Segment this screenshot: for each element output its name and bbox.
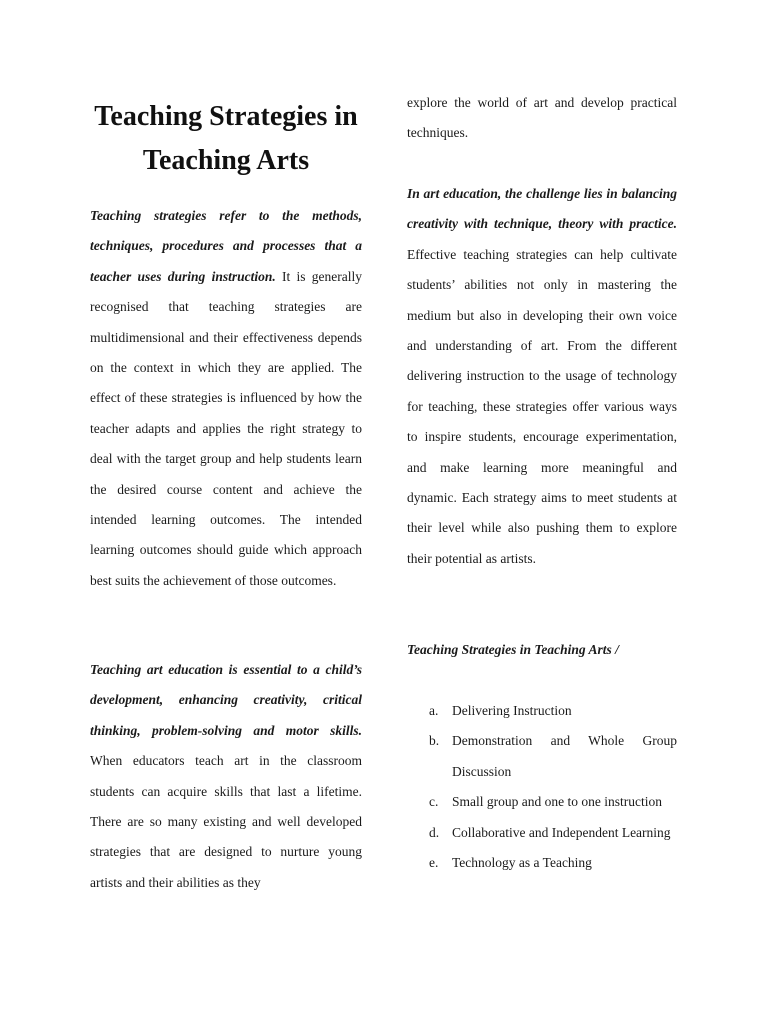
list-item-text: Collaborative and Independent Learning [452,824,671,840]
paragraph-body: It is generally recognised that teaching strategies are multidimensional and their effectiveness depends on the context in which they are applied. The effect of these strategies is influenced by how the teacher adapts and applies the right strategy to deal with the target group and help students learn the desired course content and achieve the intended learning outcomes. The intended learning outcomes should guide which approach best suits the achievement of those outcomes. [90,268,362,588]
list-item [407,787,677,817]
list-item-text: Technology as a Teaching [452,855,592,871]
list-marker: b. [429,733,440,749]
paragraph-body: Effective teaching strategies can help cultivate students’ abilities not only in mastering the medium but also in developing their own voice and understanding of art. From the different delivering instruction to the usage of technology for teaching, these strategies offer various ways to inspire students, encourage experimentation, and make learning more meaningful and dynamic. Each strategy aims to meet students at their level while also pushing them to explore their potential as artists. [407,246,677,566]
paragraph-lead: In art education, the challenge lies in balancing creativity with technique, theory with practice. [407,186,677,232]
list-item [407,848,677,878]
paragraph-lead: Teaching art education is essential to a child’s development, enhancing creativity, critical thinking, problem-solving and motor skills. [90,662,362,738]
list-item [407,818,677,848]
page-title: Teaching Strategies in Teaching Arts [94,101,358,176]
paragraph-body: When educators teach art in the classroom students can acquire skills that last a lifetime. There are so many existing and well developed strategies that are designed to nurture young artists and their abilities as they [90,753,362,890]
paragraph-body: explore the world of art and develop practical techniques. [407,95,677,141]
list-marker: d. [429,824,440,840]
list-marker: e. [429,855,439,871]
list-marker: c. [429,794,439,810]
paragraph-art-education-challenge [407,179,677,574]
list-item [407,696,677,726]
paragraph-lead: Teaching strategies refer to the methods, techniques, procedures and processes that a teacher uses during instruction. [90,208,362,284]
paragraph-continuation [407,88,677,149]
list-marker: a. [429,703,439,718]
list-item-text: Delivering Instruction [452,703,572,718]
list-item-text: Demonstration and Whole Group Discussion [452,733,677,779]
paragraph-teaching-strategies-definition [90,201,362,596]
paragraph-art-education-importance [90,655,362,898]
list-item [407,726,677,787]
strategies-list [407,696,677,878]
list-heading: Teaching Strategies in Teaching Arts / [407,642,619,657]
list-item-text: Small group and one to one instruction [452,794,662,810]
